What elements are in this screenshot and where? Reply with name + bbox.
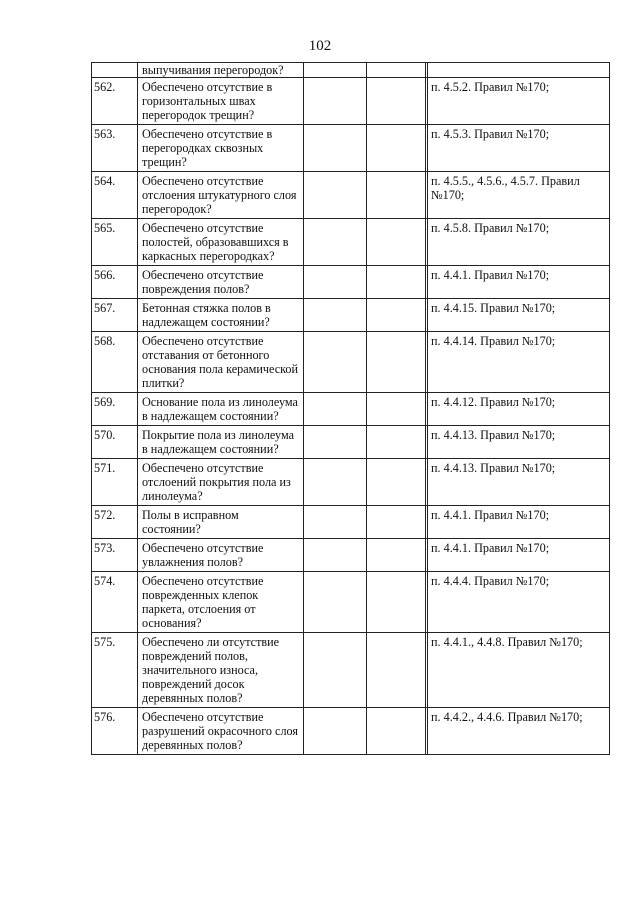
reference-cell: п. 4.4.1., 4.4.8. Правил №170; xyxy=(428,633,610,708)
table-row xyxy=(92,299,610,332)
reference-cell: п. 4.4.1. Правил №170; xyxy=(428,266,610,299)
question-cell: Обеспечено отсутствие отслоения штукатурного слоя перегородок? xyxy=(138,172,304,219)
row-number-cell: 562. xyxy=(92,78,138,125)
question-cell: Обеспечено отсутствие полостей, образовавшихся в каркасных перегородках? xyxy=(138,219,304,266)
table-row xyxy=(92,572,610,633)
question-cell: Основание пола из линолеума в надлежащем состоянии? xyxy=(138,393,304,426)
answer-yes-cell xyxy=(304,506,367,539)
question-cell: Обеспечено отсутствие в горизонтальных швах перегородок трещин? xyxy=(138,78,304,125)
row-number-cell: 572. xyxy=(92,506,138,539)
row-number-cell: 565. xyxy=(92,219,138,266)
table-row xyxy=(92,426,610,459)
reference-cell: п. 4.4.1. Правил №170; xyxy=(428,506,610,539)
answer-yes-cell xyxy=(304,633,367,708)
answer-yes-cell xyxy=(304,459,367,506)
question-cell: Полы в исправном состоянии? xyxy=(138,506,304,539)
answer-no-cell xyxy=(367,572,426,633)
table-row xyxy=(92,125,610,172)
answer-yes-cell xyxy=(304,78,367,125)
answer-yes-cell xyxy=(304,299,367,332)
table-row xyxy=(92,459,610,506)
question-cell: Обеспечено отсутствие увлажнения полов? xyxy=(138,539,304,572)
answer-yes-cell xyxy=(304,708,367,755)
row-number-cell: 567. xyxy=(92,299,138,332)
table-row xyxy=(92,219,610,266)
answer-no-cell xyxy=(367,539,426,572)
question-cell: Обеспечено отсутствие отставания от бетонного основания пола керамической плитки? xyxy=(138,332,304,393)
answer-yes-cell xyxy=(304,266,367,299)
question-cell: Обеспечено отсутствие повреждения полов? xyxy=(138,266,304,299)
table-row xyxy=(92,266,610,299)
row-number-cell: 571. xyxy=(92,459,138,506)
table-row xyxy=(92,506,610,539)
answer-no-cell xyxy=(367,125,426,172)
answer-no-cell xyxy=(367,332,426,393)
row-number-cell: 574. xyxy=(92,572,138,633)
answer-no-cell xyxy=(367,219,426,266)
reference-cell xyxy=(428,63,610,78)
answer-yes-cell xyxy=(304,332,367,393)
reference-cell: п. 4.4.14. Правил №170; xyxy=(428,332,610,393)
answer-no-cell xyxy=(367,63,426,78)
row-number-cell: 563. xyxy=(92,125,138,172)
answer-no-cell xyxy=(367,708,426,755)
answer-no-cell xyxy=(367,266,426,299)
answer-no-cell xyxy=(367,299,426,332)
row-number-cell: 576. xyxy=(92,708,138,755)
question-cell: Обеспечено отсутствие поврежденных клепок паркета, отслоения от основания? xyxy=(138,572,304,633)
row-number-cell: 573. xyxy=(92,539,138,572)
reference-cell: п. 4.4.13. Правил №170; xyxy=(428,459,610,506)
reference-cell: п. 4.4.12. Правил №170; xyxy=(428,393,610,426)
question-cell: Обеспечено отсутствие в перегородках сквозных трещин? xyxy=(138,125,304,172)
answer-yes-cell xyxy=(304,539,367,572)
row-number-cell: 568. xyxy=(92,332,138,393)
question-cell: Обеспечено отсутствие разрушений окрасочного слоя деревянных полов? xyxy=(138,708,304,755)
reference-cell: п. 4.4.15. Правил №170; xyxy=(428,299,610,332)
table-row xyxy=(92,393,610,426)
question-cell: выпучивания перегородок? xyxy=(138,63,304,78)
answer-no-cell xyxy=(367,172,426,219)
table-row xyxy=(92,539,610,572)
answer-yes-cell xyxy=(304,426,367,459)
table-row xyxy=(92,172,610,219)
answer-no-cell xyxy=(367,506,426,539)
reference-cell: п. 4.5.8. Правил №170; xyxy=(428,219,610,266)
question-cell: Обеспечено ли отсутствие повреждений полов, значительного износа, повреждений досок деревянных полов? xyxy=(138,633,304,708)
row-number-cell: 566. xyxy=(92,266,138,299)
table-row-continuation xyxy=(92,63,610,78)
row-number-cell: 569. xyxy=(92,393,138,426)
question-cell: Обеспечено отсутствие отслоений покрытия пола из линолеума? xyxy=(138,459,304,506)
answer-yes-cell xyxy=(304,125,367,172)
reference-cell: п. 4.4.13. Правил №170; xyxy=(428,426,610,459)
checklist-table xyxy=(91,62,610,755)
table-row xyxy=(92,708,610,755)
answer-yes-cell xyxy=(304,63,367,78)
answer-no-cell xyxy=(367,459,426,506)
table-row xyxy=(92,332,610,393)
checklist-body xyxy=(92,63,610,755)
reference-cell: п. 4.4.4. Правил №170; xyxy=(428,572,610,633)
row-number-cell: 570. xyxy=(92,426,138,459)
table-row xyxy=(92,633,610,708)
reference-cell: п. 4.4.1. Правил №170; xyxy=(428,539,610,572)
row-number-cell xyxy=(92,63,138,78)
question-cell: Покрытие пола из линолеума в надлежащем состоянии? xyxy=(138,426,304,459)
page-number: 102 xyxy=(308,38,332,54)
row-number-cell: 575. xyxy=(92,633,138,708)
reference-cell: п. 4.4.2., 4.4.6. Правил №170; xyxy=(428,708,610,755)
answer-yes-cell xyxy=(304,219,367,266)
answer-no-cell xyxy=(367,426,426,459)
reference-cell: п. 4.5.2. Правил №170; xyxy=(428,78,610,125)
table-row xyxy=(92,78,610,125)
question-cell: Бетонная стяжка полов в надлежащем состоянии? xyxy=(138,299,304,332)
answer-yes-cell xyxy=(304,572,367,633)
row-number-cell: 564. xyxy=(92,172,138,219)
answer-no-cell xyxy=(367,393,426,426)
answer-yes-cell xyxy=(304,393,367,426)
answer-no-cell xyxy=(367,633,426,708)
answer-yes-cell xyxy=(304,172,367,219)
reference-cell: п. 4.5.3. Правил №170; xyxy=(428,125,610,172)
reference-cell: п. 4.5.5., 4.5.6., 4.5.7. Правил №170; xyxy=(428,172,610,219)
answer-no-cell xyxy=(367,78,426,125)
